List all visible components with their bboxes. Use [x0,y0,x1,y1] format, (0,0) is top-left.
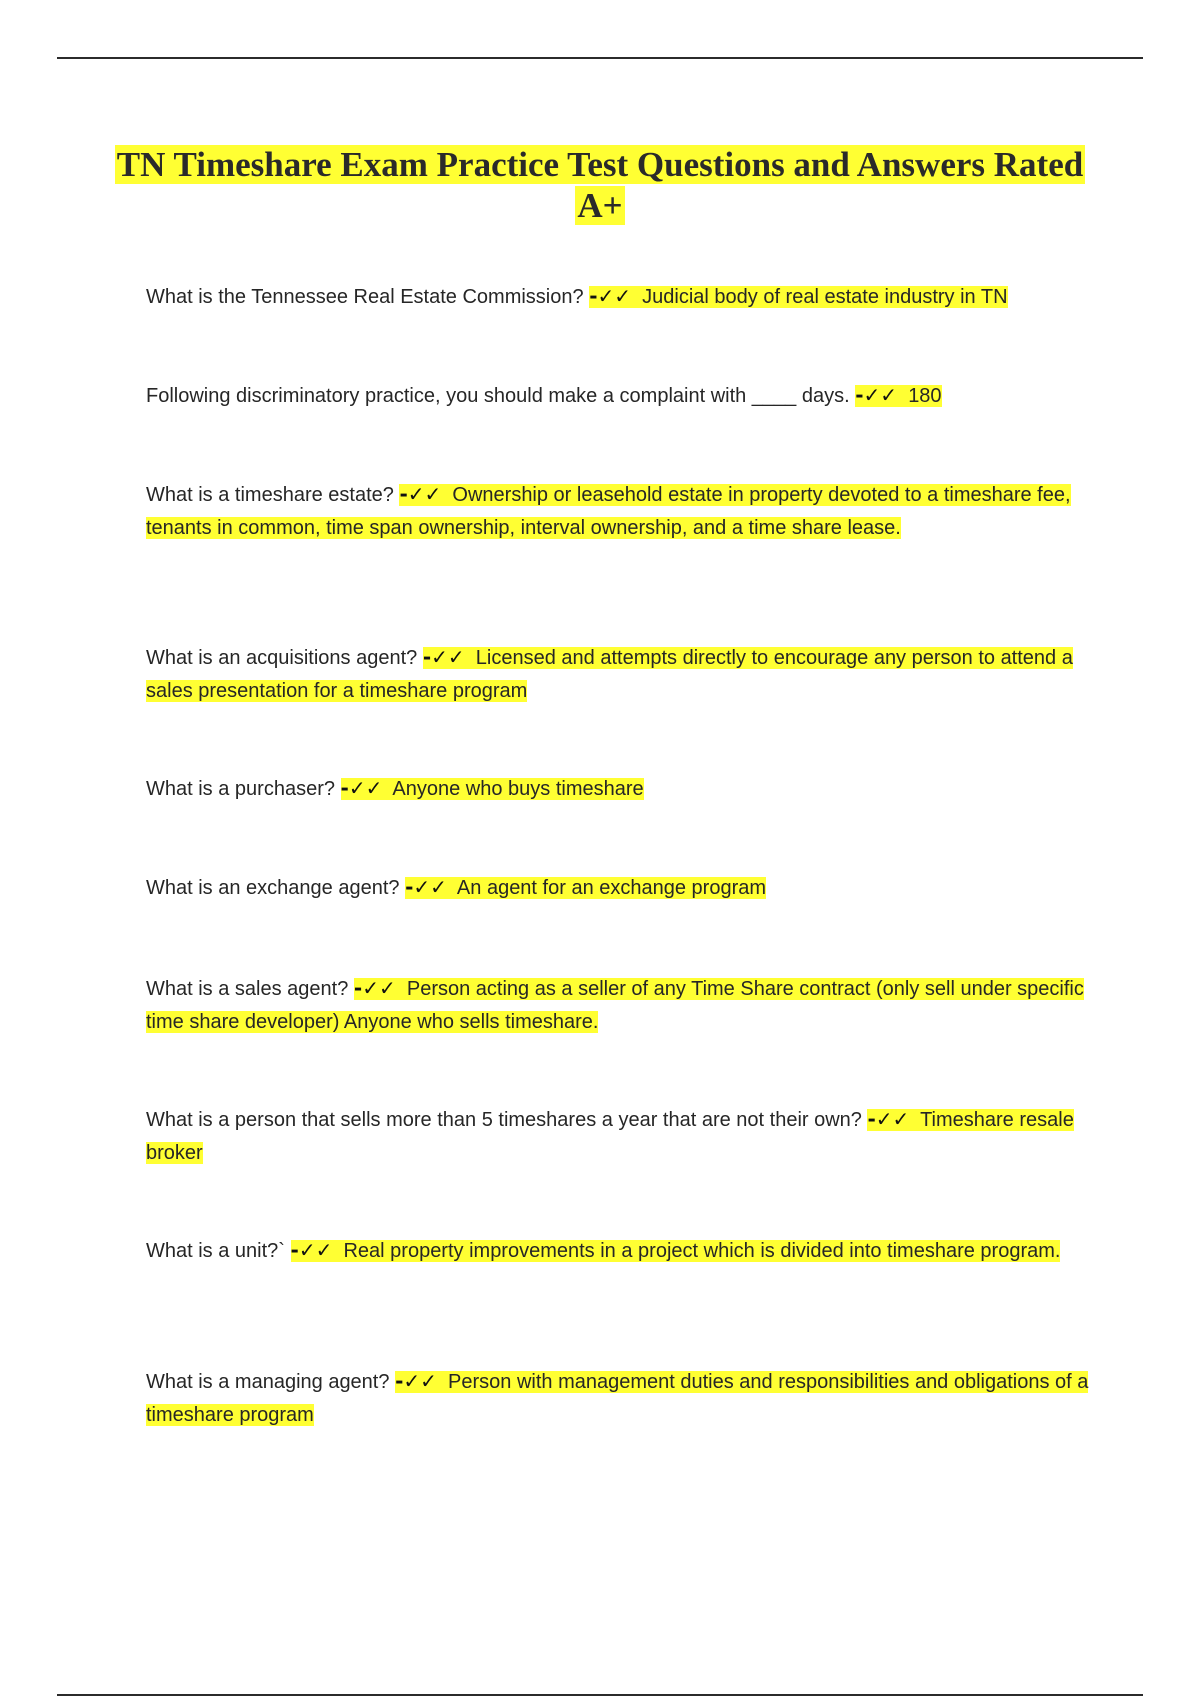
answer-text: Licensed and attempts directly to encourage any person to attend a sales presentation for a timeshare program [146,647,1073,702]
question-text: What is an acquisitions agent? [146,647,418,669]
answer-highlight [291,1240,1061,1262]
answer-highlight [855,385,941,407]
question-text: What is a person that sells more than 5 timeshares a year that are not their own? [146,1109,862,1131]
answer-highlight [341,778,644,800]
check-marker: -✓✓ [867,1107,910,1131]
check-marker: -✓✓ [422,645,465,669]
qa-item-5 [146,772,1090,806]
question-text: What is a managing agent? [146,1371,390,1393]
qa-item-8 [146,1103,1090,1169]
check-marker: -✓✓ [405,875,447,899]
question-text: What is a unit?` [146,1240,285,1262]
qa-item-10 [146,1365,1090,1431]
answer-text: Anyone who buys timeshare [392,778,644,800]
check-marker: -✓✓ [340,776,383,800]
document-title [100,144,1100,226]
qa-item-6 [146,871,1090,905]
check-marker: -✓✓ [589,284,632,308]
check-marker: -✓✓ [399,482,442,506]
qa-item-9 [146,1234,1090,1268]
answer-highlight [405,877,766,899]
question-text: Following discriminatory practice, you should make a complaint with ____ days. [146,385,850,407]
top-rule [57,57,1143,59]
qa-item-4 [146,641,1090,707]
check-marker: -✓✓ [855,383,898,407]
answer-text: Real property improvements in a project which is divided into timeshare program. [343,1240,1061,1262]
question-text: What is a purchaser? [146,778,335,800]
qa-item-3 [146,478,1090,544]
answer-text: Person acting as a seller of any Time Share contract (only sell under specific time share developer) Anyone who sells timeshare. [146,978,1084,1033]
bottom-rule [57,1694,1143,1696]
answer-text: Ownership or leasehold estate in property devoted to a timeshare fee, tenants in common, time span ownership, interval ownership, and a time share lease. [146,484,1071,539]
answer-text: Timeshare resale broker [146,1109,1074,1164]
question-text: What is a sales agent? [146,978,349,1000]
answer-highlight [589,286,1007,308]
answer-text: Person with management duties and responsibilities and obligations of a timeshare program [146,1371,1089,1426]
qa-item-2 [146,379,1090,413]
answer-text: An agent for an exchange program [456,877,767,899]
qa-item-1 [146,280,1090,314]
answer-text: Judicial body of real estate industry in TN [642,286,1008,308]
document-title-text: TN Timeshare Exam Practice Test Questions and Answers Rated A+ [116,145,1084,225]
question-text: What is a timeshare estate? [146,484,394,506]
qa-item-7 [146,972,1090,1038]
check-marker: -✓✓ [290,1238,333,1262]
answer-text: 180 [908,385,942,407]
question-text: What is an exchange agent? [146,877,400,899]
question-text: What is the Tennessee Real Estate Commission? [146,286,584,308]
check-marker: -✓✓ [395,1369,437,1393]
check-marker: -✓✓ [353,976,396,1000]
